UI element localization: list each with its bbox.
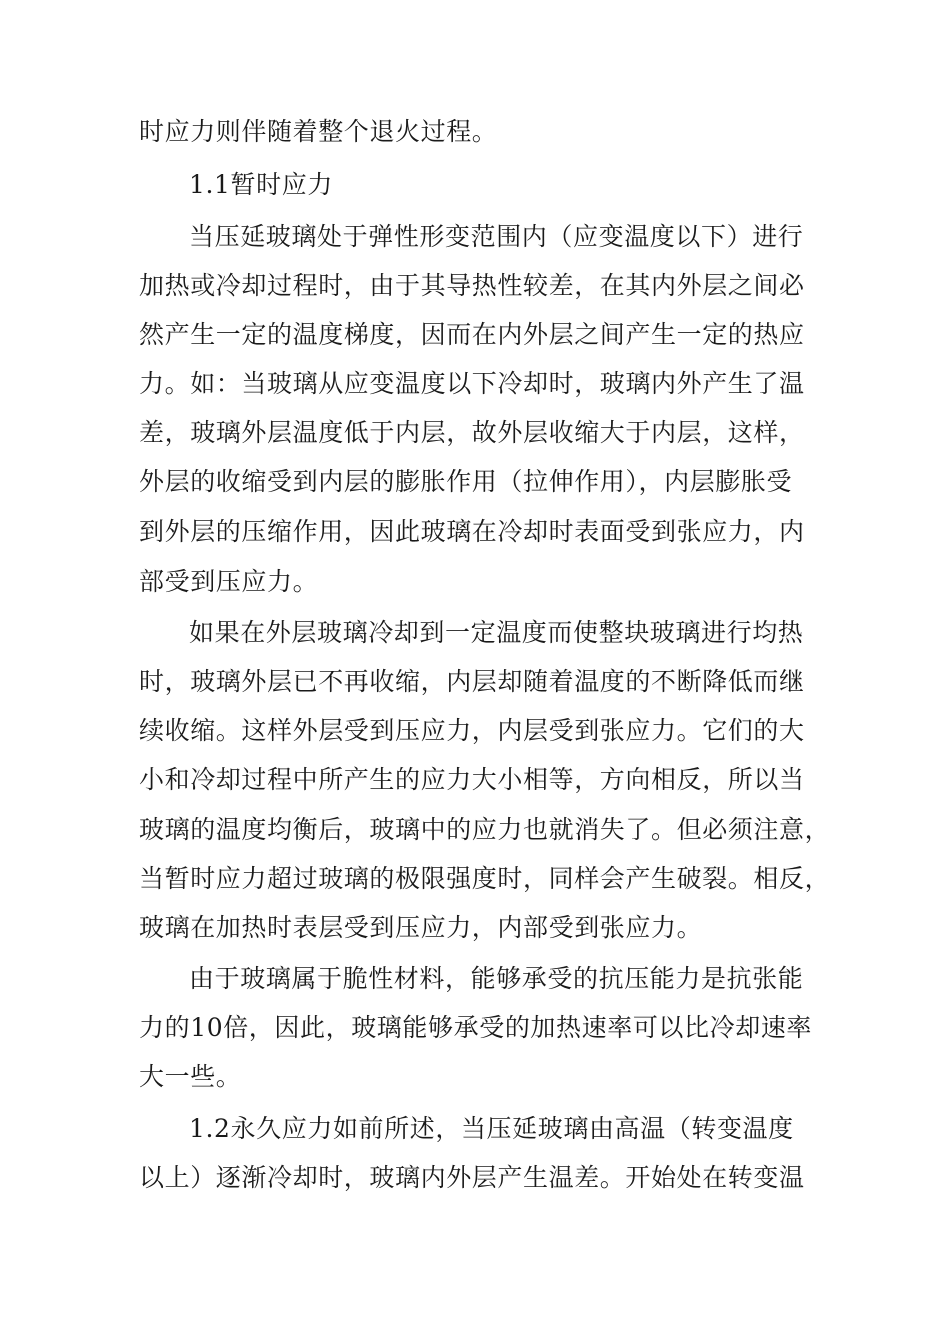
paragraph-line: 当压延玻璃处于弹性形变范围内（应变温度以下）进行 <box>189 222 804 251</box>
paragraph-line: 由于玻璃属于脆性材料，能够承受的抗压能力是抗张能 <box>189 964 804 993</box>
paragraph-line: 外层的收缩受到内层的膨胀作用（拉伸作用），内层膨胀受 <box>139 467 793 496</box>
paragraph-line: 续收缩。这样外层受到压应力，内层受到张应力。它们的大 <box>139 716 805 745</box>
paragraph-line: 力。如：当玻璃从应变温度以下冷却时，玻璃内外产生了温 <box>139 369 805 398</box>
paragraph-line: 时，玻璃外层已不再收缩，内层却随着温度的不断降低而继 <box>139 667 805 696</box>
paragraph-line: 玻璃在加热时表层受到压应力，内部受到张应力。 <box>139 913 703 942</box>
paragraph-line: 如果在外层玻璃冷却到一定温度而使整块玻璃进行均热 <box>189 618 804 647</box>
paragraph-line: 玻璃的温度均衡后，玻璃中的应力也就消失了。但必须注意， <box>139 815 831 844</box>
paragraph-line: 差，玻璃外层温度低于内层，故外层收缩大于内层，这样， <box>139 418 805 447</box>
section-heading: 1.1暂时应力 <box>189 170 333 199</box>
paragraph-line: 力的10倍，因此，玻璃能够承受的加热速率可以比冷却速率 <box>139 1013 813 1042</box>
paragraph-line: 当暂时应力超过玻璃的极限强度时，同样会产生破裂。相反， <box>139 864 831 893</box>
paragraph-line: 以上）逐渐冷却时，玻璃内外层产生温差。开始处在转变温 <box>139 1163 805 1192</box>
paragraph-line: 到外层的压缩作用，因此玻璃在冷却时表面受到张应力，内 <box>139 517 805 546</box>
paragraph-line: 部受到压应力。 <box>139 567 319 596</box>
paragraph-line: 大一些。 <box>139 1062 242 1091</box>
section-heading: 1.2永久应力如前所述，当压延玻璃由高温（转变温度 <box>189 1114 794 1143</box>
text-line: 时应力则伴随着整个退火过程。 <box>139 117 498 146</box>
paragraph-line: 加热或冷却过程时，由于其导热性较差，在其内外层之间必 <box>139 271 805 300</box>
paragraph-line: 小和冷却过程中所产生的应力大小相等，方向相反，所以当 <box>139 765 805 794</box>
paragraph-line: 然产生一定的温度梯度，因而在内外层之间产生一定的热应 <box>139 320 805 349</box>
